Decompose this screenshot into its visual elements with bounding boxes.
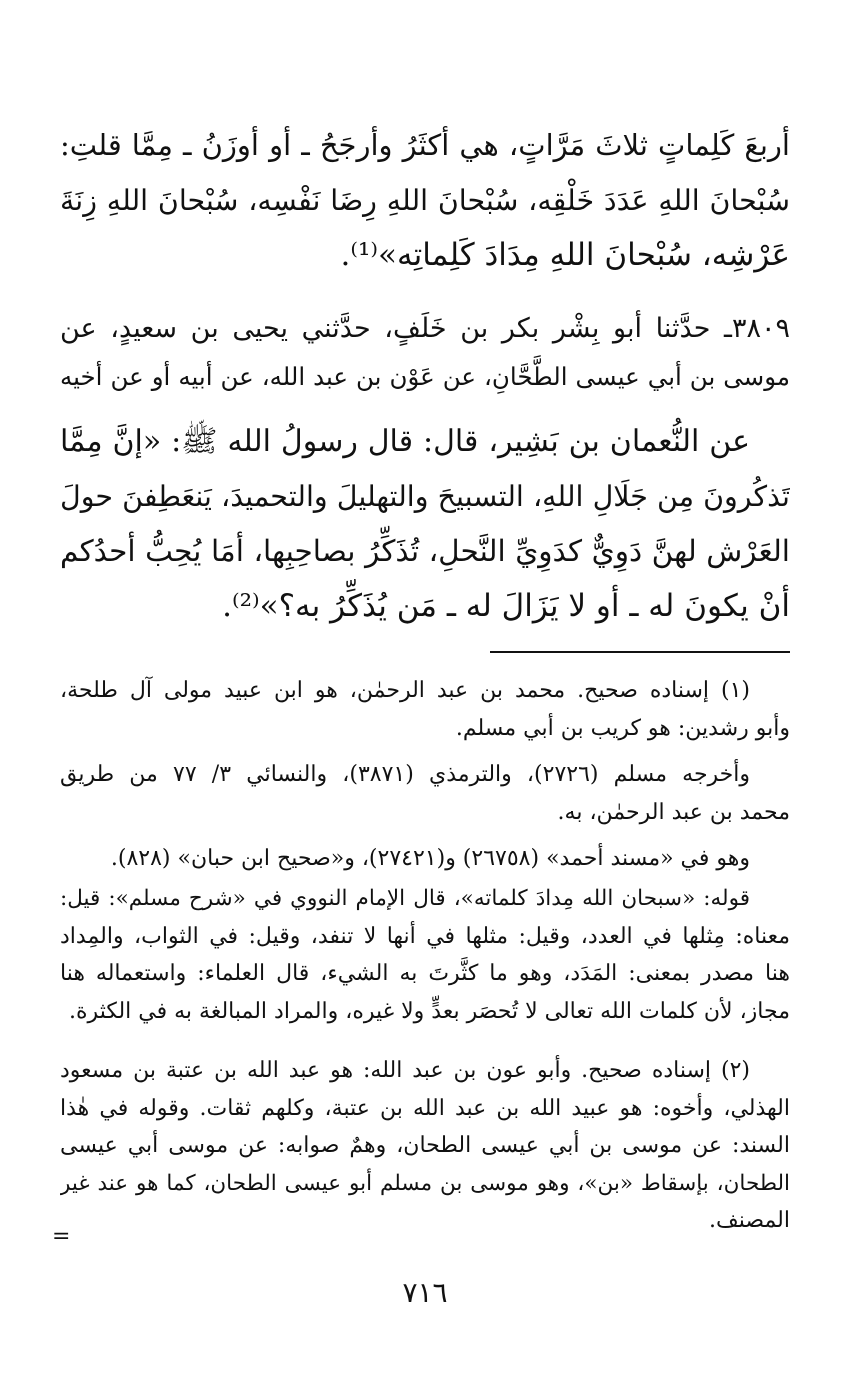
text-line: سُبْحانَ اللهِ عَدَدَ خَلْقِه، سُبْحانَ اللهِ رِضَا نَفْسِه، سُبْحانَ اللهِ زِنَةَ bbox=[60, 184, 790, 217]
footnote-line: مجاز، لأن كلمات الله تعالى لا تُحصَر بعدٍّ ولا غيره، والمراد المبالغة به في الكثرة. bbox=[69, 998, 790, 1024]
book-page bbox=[52, 0, 790, 1384]
hadith-isnad bbox=[60, 305, 790, 401]
matn-line: عن النُّعمان بن بَشِير، قال: قال رسولُ الله ﷺ: «إنَّ مِمَّا bbox=[60, 424, 750, 459]
matn-line: العَرْش لهنَّ دَوِيٌّ كدَوِيِّ النَّحلِ، تُذَكِّرُ بصاحِبِها، أمَا يُحِبُّ أحدُكم bbox=[60, 534, 790, 568]
footnote-1-commentary bbox=[60, 880, 790, 1030]
footnote-line: معناه: مِثلها في العدد، وقيل: مثلها في أنها لا تنفد، وقيل: في الثواب، والمِداد bbox=[60, 923, 790, 949]
footnote-line: وهو في «مسند أحمد» (٢٦٧٥٨) و(٢٧٤٢١)، و«صحيح ابن حبان» (٨٢٨). bbox=[110, 846, 750, 871]
footnote-1-references bbox=[60, 840, 790, 878]
footnote-line: (٢) إسناده صحيح. وأبو عون بن عبد الله: هو عبد الله بن عتبة بن مسعود bbox=[60, 1058, 750, 1083]
footnote-divider bbox=[490, 651, 790, 653]
footnote-line: الطحان، بإسقاط «بن»، وهو موسى بن مسلم أبو عيسى الطحان، كما هو عند غير bbox=[60, 1170, 790, 1196]
footnote-line: (١) إسناده صحيح. محمد بن عبد الرحمٰن، هو ابن عبيد مولى آل طلحة، bbox=[60, 678, 750, 703]
footnote-line: قوله: «سبحان الله مِدادَ كلماته»، قال الإمام النووي في «شرح مسلم»: قيل: bbox=[60, 886, 750, 911]
hadith-matn bbox=[60, 414, 790, 634]
text-line: أربعَ كَلِماتٍ ثلاثَ مَرَّاتٍ، هي أكثَرُ وأرجَحُ ـ أو أوزَنُ ـ مِمَّا قلتِ: bbox=[60, 128, 790, 162]
footnote-line: وأخرجه مسلم (٢٧٢٦)، والترمذي (٣٨٧١)، والنسائي ٣/ ٧٧ من طريق bbox=[60, 762, 751, 787]
footnote-line: السند: عن موسى بن أبي عيسى الطحان، وهمٌ صوابه: عن موسى أبي عيسى bbox=[60, 1133, 790, 1158]
footnote-1 bbox=[60, 672, 790, 747]
footnote-1-sources bbox=[60, 756, 790, 831]
page-number: ٧١٦ bbox=[402, 1276, 448, 1309]
isnad-line: ٣٨٠٩ـ حدَّثنا أبو بِشْر بكر بن خَلَفٍ، حدَّثني يحيى بن سعيدٍ، عن bbox=[60, 313, 790, 344]
footnote-line: هنا مصدر بمعنى: المَدَد، وهو ما كثَّرتَ به الشيء، قال العلماء: واستعماله هنا bbox=[60, 961, 790, 986]
continuation-mark: = bbox=[52, 1224, 71, 1249]
matn-line: أنْ يكونَ له ـ أو لا يَزَالَ له ـ مَن يُذَكِّرُ به؟»⁽²⁾. bbox=[222, 588, 790, 624]
footnote-line: الهذلي، وأخوه: هو عبيد الله بن عبد الله بن عتبة، وكلهم ثقات. وقوله في هٰذا bbox=[60, 1095, 790, 1121]
matn-line: تَذكُرونَ مِن جَلَالِ اللهِ، التسبيحَ والتهليلَ والتحميدَ، يَنعَطِفنَ حولَ bbox=[60, 480, 790, 513]
text-line: عَرْشِه، سُبْحانَ اللهِ مِدَادَ كَلِماتِه»⁽¹⁾. bbox=[340, 237, 790, 273]
footnote-2 bbox=[60, 1052, 790, 1240]
isnad-line: موسى بن أبي عيسى الطَّحَّانِ، عن عَوْن بن عبد الله، عن أبيه أو عن أخيه bbox=[60, 362, 790, 391]
main-text-continuation bbox=[60, 118, 790, 283]
footnote-line: محمد بن عبد الرحمٰن، به. bbox=[557, 799, 790, 825]
footnote-line: وأبو رشدين: هو كريب بن أبي مسلم. bbox=[455, 715, 790, 741]
footnote-line: المصنف. bbox=[708, 1208, 790, 1233]
